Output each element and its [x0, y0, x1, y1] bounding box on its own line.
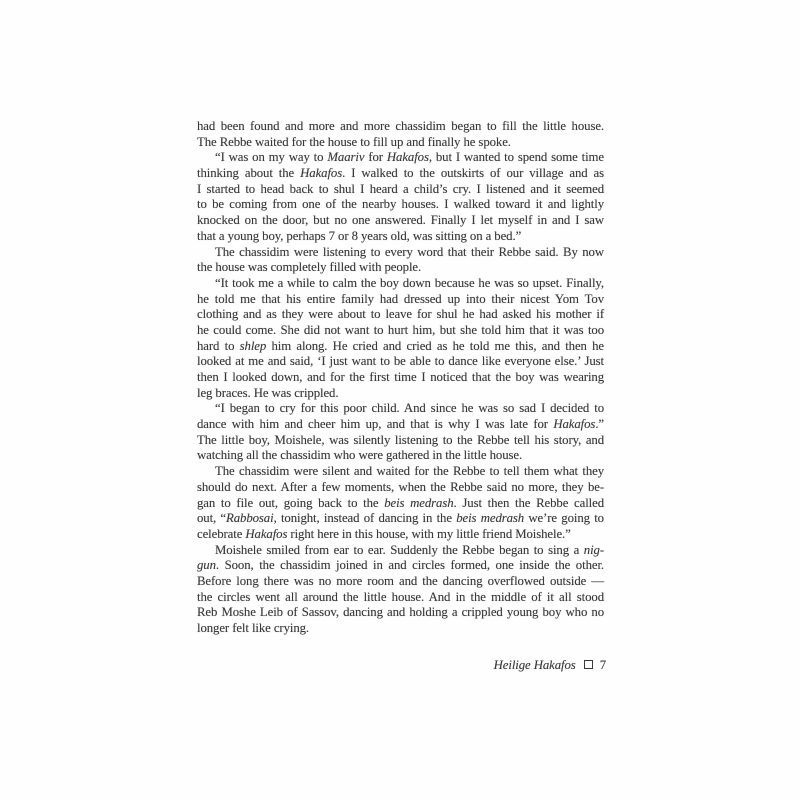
- text-segment: I started to head back to shul I heard a child’s cry. I listened and it seemed: [197, 181, 604, 196]
- text-segment: that a young boy, perhaps 7 or 8 years old, was sitting on a bed.”: [197, 228, 522, 243]
- text-line: [197, 229, 604, 245]
- square-marker-icon: [584, 660, 593, 669]
- text-line: [197, 292, 604, 308]
- text-segment: had been found and more and more chassidim began to fill the little house.: [197, 119, 604, 133]
- text-segment: he could come. She did not want to hurt him, but she told him that it was too: [197, 322, 604, 337]
- text-line: [197, 543, 604, 559]
- text-segment: thinking about the: [197, 166, 301, 181]
- text-segment: “I began to cry for this poor child. And since he was so sad I decided to: [215, 401, 604, 416]
- text-line: [197, 605, 604, 621]
- italic-text-segment: Rabbosai: [226, 511, 274, 526]
- text-segment: to be coming from one of the nearby houses. I walked toward it and lightly: [197, 197, 604, 212]
- text-segment: . Soon, the chassidim joined in and circles formed, one inside the other.: [215, 558, 604, 573]
- text-segment: . Just then the Rebbe called: [453, 495, 604, 510]
- text-line: [197, 574, 604, 590]
- text-line: [197, 197, 604, 213]
- text-segment: . I walked to the outskirts of our village and as: [342, 166, 604, 181]
- text-segment: then I looked down, and for the first time I noticed that the boy was wearing: [197, 370, 604, 384]
- text-line: [197, 307, 604, 323]
- italic-text-segment: beis medrash: [456, 511, 525, 526]
- text-segment: for: [364, 150, 387, 165]
- text-segment: right here in this house, with my little friend Moishele.”: [287, 526, 571, 541]
- text-segment: The Rebbe waited for the house to fill up and finally he spoke.: [197, 134, 511, 149]
- text-line: [197, 417, 604, 433]
- text-segment: leg braces. He was crippled.: [197, 385, 339, 400]
- italic-text-segment: Hakafos: [553, 417, 596, 432]
- text-line: [197, 354, 604, 370]
- text-segment: dance with him and cheer him up, and that is why I was late for: [197, 417, 554, 432]
- text-line: [197, 464, 604, 480]
- text-line: [197, 370, 604, 386]
- italic-text-segment: Maariv: [327, 150, 365, 165]
- text-segment: , but I wanted to spend some time: [428, 150, 604, 165]
- text-segment: watching all the chassidim who were gathered in the little house.: [197, 448, 523, 463]
- text-line: [197, 558, 604, 574]
- text-segment: him along. He cried and cried as he told me this, and then he: [266, 338, 605, 353]
- text-line: [197, 119, 604, 135]
- text-line: [197, 448, 604, 464]
- text-line: [197, 590, 604, 606]
- text-line: [197, 480, 604, 496]
- text-segment: gan to file out, going back to the: [197, 495, 385, 510]
- italic-text-segment: gun: [197, 558, 216, 573]
- text-line: [197, 245, 604, 261]
- text-line: [197, 339, 604, 355]
- text-segment: Moishele smiled from ear to ear. Suddenly the Rebbe began to sing a: [215, 542, 584, 557]
- text-segment: hard to: [197, 338, 240, 353]
- text-segment: Before long there was no more room and the dancing overflowed outside —: [197, 573, 604, 588]
- text-line: [197, 182, 604, 198]
- text-segment: The chassidim were listening to every word that their Rebbe said. By now: [215, 244, 604, 259]
- text-line: [197, 511, 604, 527]
- text-segment: out, “: [197, 511, 227, 526]
- text-segment: , tonight, instead of dancing in the: [273, 511, 457, 526]
- text-line: [197, 433, 604, 449]
- italic-text-segment: Hakafos: [300, 166, 343, 181]
- text-segment: looked at me and said, ‘I just want to be able to dance like everyone else.’ Just: [197, 354, 604, 369]
- text-line: [197, 135, 604, 151]
- text-segment: “I was on my way to: [215, 150, 328, 165]
- text-segment: longer felt like crying.: [197, 621, 310, 635]
- text-line: [197, 386, 604, 402]
- text-segment: he told me that his entire family had dressed up into their nicest Yom Tov: [197, 291, 604, 306]
- italic-text-segment: beis medrash: [384, 495, 454, 510]
- text-line: [197, 496, 604, 512]
- text-line: [197, 621, 604, 637]
- text-line: [197, 166, 604, 182]
- text-segment: we’re going to: [524, 511, 604, 526]
- text-segment: clothing and as they were about to leave for shul he had asked his mother if: [197, 307, 604, 322]
- text-line: [197, 150, 604, 166]
- running-title: Heilige Hakafos: [493, 658, 576, 672]
- text-line: [197, 323, 604, 339]
- text-segment: .”: [595, 417, 604, 432]
- page-text: [197, 119, 604, 637]
- text-line: [197, 401, 604, 417]
- text-segment: should do next. After a few moments, when the Rebbe said no more, they be-: [197, 479, 604, 494]
- text-segment: Reb Moshe Leib of Sassov, dancing and holding a crippled young boy who no: [197, 605, 604, 620]
- italic-text-segment: shlep: [239, 338, 267, 353]
- page-footer: [197, 658, 606, 674]
- text-line: [197, 213, 604, 229]
- italic-text-segment: Hakafos: [245, 526, 288, 541]
- italic-text-segment: Hakafos: [386, 150, 429, 165]
- text-segment: the circles went all around the little house. And in the middle of it all stood: [197, 589, 604, 604]
- text-segment: celebrate: [197, 526, 246, 541]
- text-segment: the house was completely filled with people.: [197, 260, 422, 275]
- text-line: [197, 276, 604, 292]
- page-number: 7: [599, 658, 606, 672]
- text-segment: The little boy, Moishele, was silently listening to the Rebbe tell his story, and: [197, 432, 604, 447]
- italic-text-segment: nig-: [583, 542, 604, 557]
- text-segment: The chassidim were silent and waited for the Rebbe to tell them what they: [215, 464, 604, 479]
- text-segment: “It took me a while to calm the boy down because he was so upset. Finally,: [215, 275, 604, 290]
- text-line: [197, 260, 604, 276]
- text-segment: knocked on the door, but no one answered. Finally I let myself in and I saw: [197, 213, 604, 228]
- text-line: [197, 527, 604, 543]
